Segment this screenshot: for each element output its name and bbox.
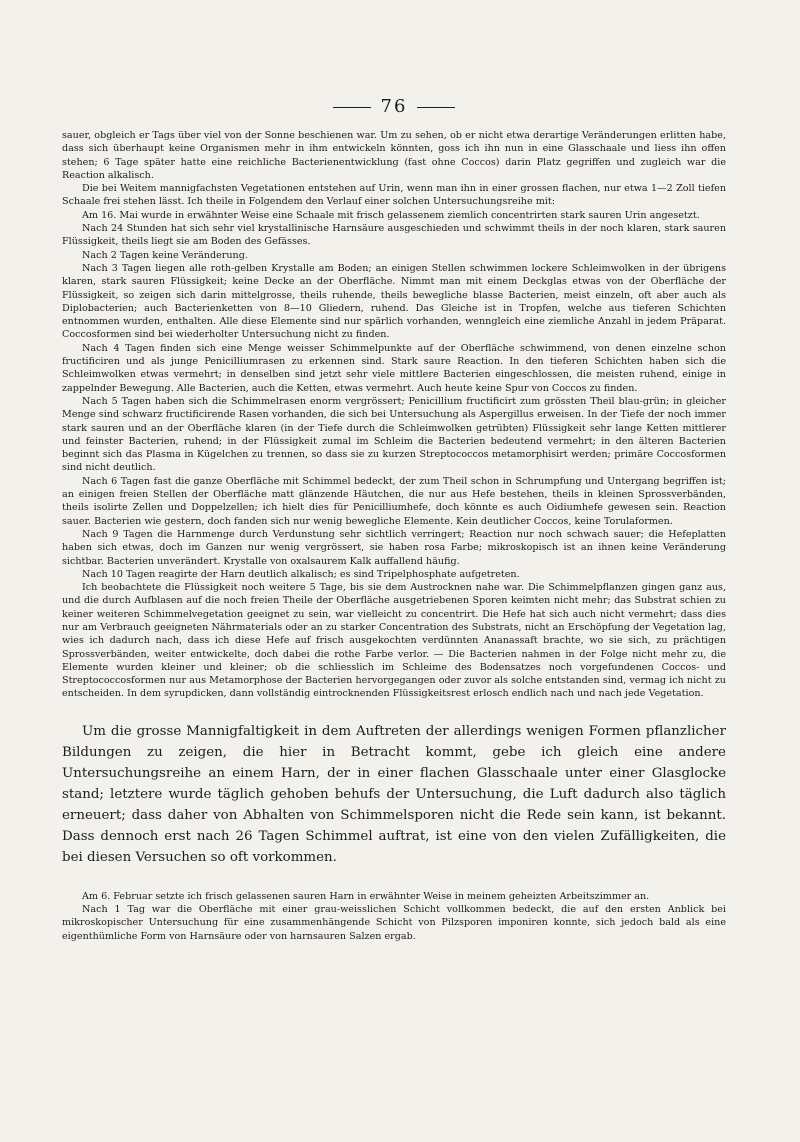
paragraph: Am 6. Februar setzte ich frisch gelassenen sauren Harn in erwähnter Weise in meinem geheizten Arbeitszimmer an.	[82, 890, 650, 902]
page-header	[62, 96, 726, 117]
paragraph: Nach 24 Stunden hat sich sehr viel krystallinische Harnsäure ausgeschieden und schwimmt theils in der noch klaren, stark sauren Flüssigkeit, theils liegt sie am Boden des Gefässes.	[62, 223, 726, 248]
paragraph: Nach 1 Tag war die Oberfläche mit einer grau-weisslichen Schicht vollkommen bedeckt, die auf den ersten Anblick bei mikroskopischer Untersuchung für eine zusammenhängende Schicht von Pilzsporen imponiren konnte, sich jedoch bald als eine eigenthümliche Form von Harnsäure oder von harnsauren Salzen ergab.	[62, 904, 726, 942]
paragraph: Nach 9 Tagen die Harnmenge durch Verdunstung sehr sichtlich verringert; Reaction nur noch schwach sauer; die Hefeplatten haben sich etwas, doch im Ganzen nur wenig vergrössert, sie haben rosa Farbe; mikroskopisch ist an ihnen keine Veränderung sichtbar. Bacterien unverändert. Krystalle von oxalsaurem Kalk auffallend häufig.	[62, 528, 726, 567]
paragraph: Nach 6 Tagen fast die ganze Oberfläche mit Schimmel bedeckt, der zum Theil schon in Schrumpfung und Untergang begriffen ist; an einigen freien Stellen der Oberfläche matt glänzende Häutchen, die nur aus Hefe bestehen, theils in kleinen Sprossverbänden, theils isolirte Zellen und Doppelzellen; ich hielt dies für Penicilliumhefe, doch könnte es auch Oidiumhefe gewesen sein. Reaction sauer. Bacterien wie gestern, doch fanden sich nur wenig bewegliche Elemente. Kein deutlicher Coccos, keine Torulaformen.	[62, 475, 726, 527]
paragraph: Nach 3 Tagen liegen alle roth-gelben Krystalle am Boden; an einigen Stellen schwimmen lockere Schleimwolken in der übrigens klaren, stark sauren Flüssigkeit; keine Decke an der Oberfläche. Nimmt man mit einem Deckglas etwas von der Oberfläche der Flüssigkeit, so zeigen sich darin mittelgrosse, theils ruhende, theils bewegliche blasse Bacterien, meist einzeln, oft aber auch als Diplobacterien; auch Bacterienketten von 8—10 Gliedern, ruhend. Das Gleiche ist in Tropfen, welche aus tieferen Schichten entnommen wurden, enthalten. Alle diese Elemente sind nur spärlich vorhanden, wenngleich eine ziemliche Anzahl in jedem Präparat. Coccosformen sind bei wiederholter Untersuchung nicht zu finden.	[62, 262, 726, 341]
paragraph: Nach 5 Tagen haben sich die Schimmelrasen enorm vergrössert; Penicillium fructificirt zum grössten Theil blau-grün; in gleicher Menge sind schwarz fructificirende Rasen vorhanden, die sich bei Untersuchung als Aspergillus erweisen. In der Tiefe der noch immer stark sauren und an der Oberfläche klaren (in der Tiefe durch die Schleimwolken getrübten) Flüssigkeit sehr lange Ketten mittlerer und feinster Bacterien, ruhend; in der Flüssigkeit zumal im Schleim die Bacterien bedeutend vermehrt; in den älteren Bacterien beginnt sich das Plasma in Kügelchen zu trennen, so dass sie zu kurzen Streptococcos metamorphisirt werden; primäre Coccosformen sind nicht deutlich.	[62, 395, 726, 474]
paragraph: Am 16. Mai wurde in erwähnter Weise eine Schaale mit frisch gelassenem ziemlich concentrirten stark sauren Urin angesetzt.	[82, 209, 700, 221]
paragraph: sauer, obgleich er Tags über viel von der Sonne beschienen war. Um zu sehen, ob er nicht etwa derartige Veränderungen erlitten habe, dass sich überhaupt keine Organismen mehr in ihm entwickeln könnten, goss ich ihn nun in eine Glasschaale und liess ihn offen stehen; 6 Tage später hatte eine reichliche Bacterienentwicklung (fast ohne Coccos) darin Platz gegriffen und zugleich war die Reaction alkalisch.	[62, 130, 726, 181]
large-print-block	[62, 721, 726, 868]
final-small-print-block	[62, 890, 726, 943]
paragraph: Nach 2 Tagen keine Veränderung.	[82, 249, 248, 261]
paragraph: Die bei Weitem mannigfachsten Vegetationen entstehen auf Urin, wenn man ihn in einer grossen flachen, nur etwa 1—2 Zoll tiefen Schaale frei stehen lässt. Ich theile in Folgendem den Verlauf einer solchen Untersuchungsreihe mit:	[62, 183, 726, 208]
paragraph: Nach 4 Tagen finden sich eine Menge weisser Schimmelpunkte auf der Oberfläche schwimmend, von denen einzelne schon fructificiren und als junge Penicilliumrasen zu erkennen sind. Stark saure Reaction. In den tieferen Schichten haben sich die Schleimwolken etwas vermehrt; in denselben sind jetzt sehr viele mittlere Bacterien eingeschlossen, die meisten ruhend, einige in zappelnder Bewegung. Alle Bacterien, auch die Ketten, etwas vermehrt. Auch heute keine Spur von Coccos zu finden.	[62, 342, 726, 394]
header-rule-left	[333, 107, 371, 108]
page-number: 76	[380, 96, 408, 117]
header-rule-right	[417, 107, 455, 108]
large-paragraph: Um die grosse Mannigfaltigkeit in dem Auftreten der allerdings wenigen Formen pflanzlicher Bildungen zu zeigen, die hier in Betracht kommt, gebe ich gleich eine andere Untersuchungsreihe an einem Harn, der in einer flachen Glasschaale unter einer Glasglocke stand; letztere wurde täglich gehoben behufs der Untersuchung, die Luft dadurch also täglich erneuert; dass daher von Abhalten von Schimmelsporen nicht die Rede sein kann, ist bekannt. Dass dennoch erst nach 26 Tagen Schimmel auftrat, ist eine von den vielen Zufälligkeiten, die bei diesen Versuchen so oft vorkommen.	[62, 723, 726, 865]
paragraph: Nach 10 Tagen reagirte der Harn deutlich alkalisch; es sind Tripelphosphate aufgetreten.	[82, 568, 520, 580]
paragraph: Ich beobachtete die Flüssigkeit noch weitere 5 Tage, bis sie dem Austrocknen nahe war. Die Schimmelpflanzen gingen ganz aus, und die durch Aufblasen auf die noch freien Theile der Oberfläche ausgetriebenen Sporen keimten nicht mehr; das Substrat schien zu keiner weiteren Schimmelvegetation geeignet zu sein, war vielleicht zu concentrirt. Die Hefe hat sich auch nicht vermehrt; dass dies nur am Verbrauch geeigneten Nährmaterials oder an zu starker Concentration des Substrats, nicht an Erschöpfung der Vegetation lag, wies ich dadurch nach, dass ich diese Hefe auf frisch ausgekochten verdünnten Ananassaft brachte, wo sie sich, zu prächtigen Sprossverbänden, weiter entwickelte, doch dabei die rothe Farbe verlor. — Die Bacterien nahmen in der Folge nicht mehr zu, die Elemente wurden kleiner und kleiner; ob die schliesslich im Schleime des Bodensatzes noch vorgefundenen Coccos- und Streptococcosformen nur aus Metamorphose der Bacterien hervorgegangen oder zuvor als solche entstanden sind, vermag ich nicht zu entscheiden. In dem syrupdicken, dann vollständig eintrocknenden Flüssigkeitsrest erlosch endlich nach und nach jede Vegetation.	[62, 582, 726, 700]
small-print-block	[62, 129, 726, 701]
